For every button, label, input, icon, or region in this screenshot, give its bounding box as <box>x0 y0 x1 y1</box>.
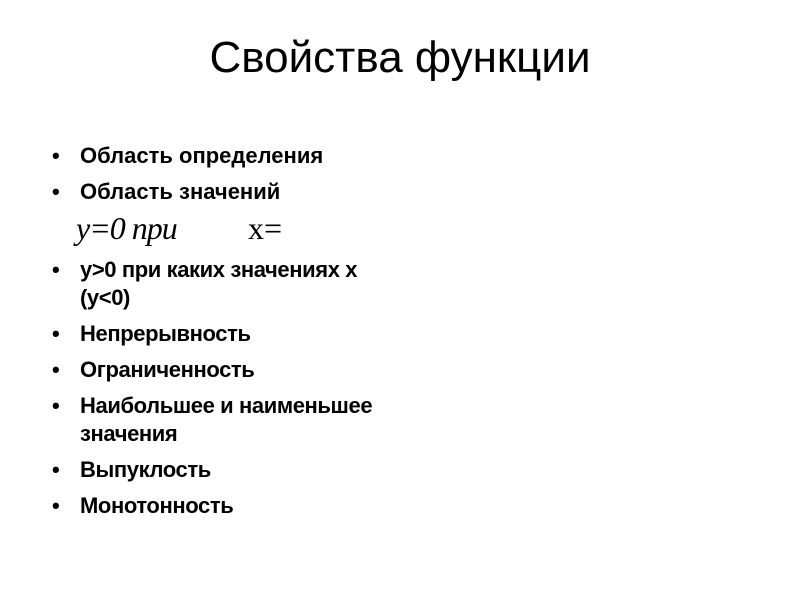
bullet-icon: • <box>52 493 60 518</box>
bullet-icon: • <box>52 457 60 482</box>
bullet-icon: • <box>52 257 60 282</box>
formula-left: y=0 при <box>76 210 177 246</box>
list-item-text: Непрерывность <box>80 321 251 346</box>
slide-title: Свойства функции <box>209 33 591 82</box>
formula-right: x= <box>248 210 283 246</box>
list-item-text: Область значений <box>80 179 281 204</box>
formula-zeros <box>40 210 400 252</box>
list-item-continuity <box>40 320 400 348</box>
list-item-sign <box>40 256 400 312</box>
bullet-icon: • <box>52 143 60 168</box>
list-item-convexity <box>40 456 400 484</box>
list-item-text: Область определения <box>80 143 324 168</box>
properties-list <box>40 142 400 528</box>
list-item-text: Выпуклость <box>80 457 211 482</box>
list-item-boundedness <box>40 356 400 384</box>
list-item-monotonicity <box>40 492 400 520</box>
bullet-icon: • <box>52 393 60 418</box>
list-item-domain <box>40 142 400 170</box>
bullet-icon: • <box>52 357 60 382</box>
list-item-extrema <box>40 392 400 448</box>
list-item-range <box>40 178 400 206</box>
bullet-icon: • <box>52 321 60 346</box>
bullet-icon: • <box>52 179 60 204</box>
list-item-text: Монотонность <box>80 493 234 518</box>
list-item-text: y>0 при каких значениях x (y<0) <box>80 257 358 310</box>
list-item-text: Ограниченность <box>80 357 255 382</box>
list-item-text: Наибольшее и наименьшее значения <box>80 393 373 446</box>
